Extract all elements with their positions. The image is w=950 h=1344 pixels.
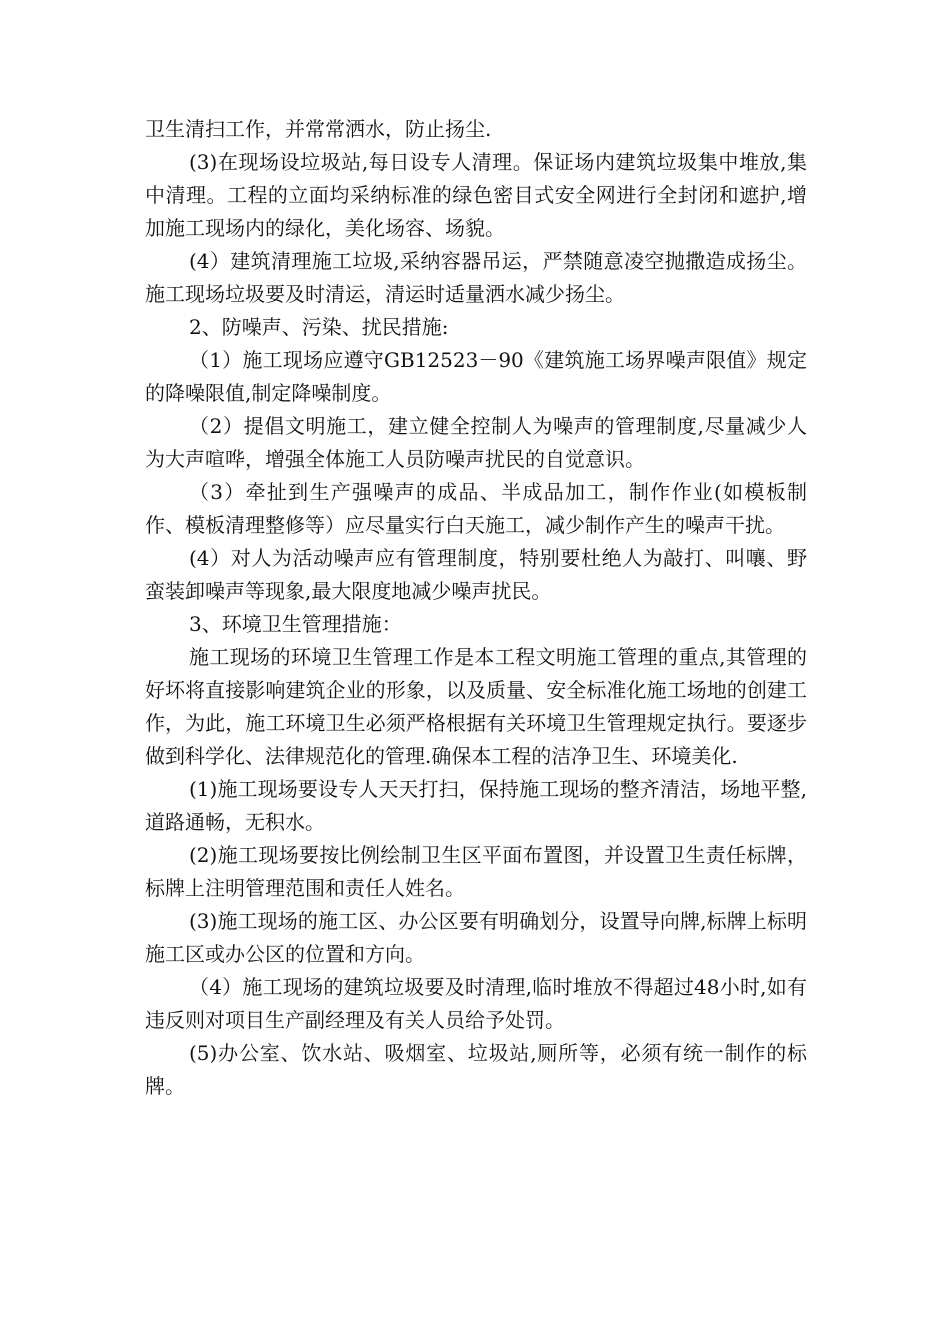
paragraph-sanitation-item-5: (5)办公室、饮水站、吸烟室、垃圾站,厕所等，必须有统一制作的标牌。 <box>145 1041 807 1098</box>
paragraph-sanitation-item-3: (3)施工现场的施工区、办公区要有明确划分，设置导向牌,标牌上标明施工区或办公区的位置和方向。 <box>145 909 807 966</box>
paragraph-sanitation-item-2: (2)施工现场要按比例绘制卫生区平面布置图，并设置卫生责任标牌，标牌上注明管理范围和责任人姓名。 <box>145 843 807 900</box>
paragraph-noise-item-1: （1）施工现场应遵守GB12523－90《建筑施工场界噪声限值》规定的降噪限值,制定降噪制度。 <box>145 348 807 405</box>
paragraph-item-4-garbage-removal: (4）建筑清理施工垃圾,采纳容器吊运，严禁随意凌空抛撒造成扬尘。施工现场垃圾要及时清运，清运时适量洒水减少扬尘。 <box>145 249 807 306</box>
paragraph-sanitation-intro: 施工现场的环境卫生管理工作是本工程文明施工管理的重点,其管理的好坏将直接影响建筑企业的形象，以及质量、安全标准化施工场地的创建工作，为此，施工环境卫生必须严格根据有关环境卫生管理规定执行。要逐步做到科学化、法律规范化的管理.确保本工程的洁净卫生、环境美化. <box>145 645 807 768</box>
paragraph-sanitation-item-4: （4）施工现场的建筑垃圾要及时清理,临时堆放不得超过48小时,如有违反则对项目生产副经理及有关人员给予处罚。 <box>145 975 807 1032</box>
paragraph-noise-item-3: （3）牵扯到生产强噪声的成品、半成品加工，制作作业(如模板制作、模板清理整修等）应尽量实行白天施工，减少制作产生的噪声干扰。 <box>145 480 807 537</box>
paragraph-continuation: 卫生清扫工作，并常常洒水，防止扬尘. <box>145 117 492 141</box>
document-body <box>145 113 807 1103</box>
paragraph-sanitation-item-1: (1)施工现场要设专人天天打扫，保持施工现场的整齐清洁，场地平整,道路通畅，无积水。 <box>145 777 807 834</box>
paragraph-item-3-garbage-station: (3)在现场设垃圾站,每日设专人清理。保证场内建筑垃圾集中堆放,集中清理。工程的立面均采纳标准的绿色密目式安全网进行全封闭和遮护,增加施工现场内的绿化，美化场容、场貌。 <box>145 150 807 240</box>
paragraph-noise-item-2: （2）提倡文明施工，建立健全控制人为噪声的管理制度,尽量减少人为大声喧哗，增强全体施工人员防噪声扰民的自觉意识。 <box>145 414 807 471</box>
section-heading-sanitation: 3、环境卫生管理措施： <box>189 612 402 636</box>
paragraph-noise-item-4: (4）对人为活动噪声应有管理制度，特别要杜绝人为敲打、叫嚷、野蛮装卸噪声等现象,最大限度地减少噪声扰民。 <box>145 546 807 603</box>
section-heading-noise: 2、防噪声、污染、扰民措施: <box>189 315 449 339</box>
